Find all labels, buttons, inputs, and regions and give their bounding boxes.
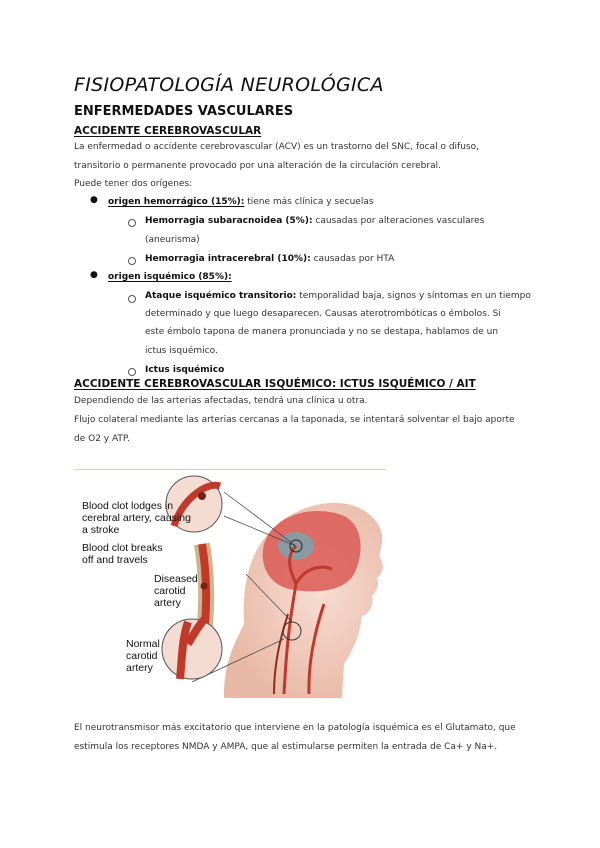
figure-label: Normal <box>126 638 160 650</box>
list-item-text: causadas por alteraciones vasculares <box>312 216 485 226</box>
subheading-ictus: ACCIDENTE CEREBROVASCULAR ISQUÉMICO: ICTUS ISQUÉMICO / AIT <box>74 378 476 390</box>
page-title: FISIOPATOLOGÍA NEUROLÓGICA <box>74 74 384 96</box>
acv-paragraph-line2: transitorio o permanente provocado por una alteración de la circulación cerebral. <box>74 161 441 171</box>
sub-bullet-circle <box>128 368 136 376</box>
subheading-acv: ACCIDENTE CEREBROVASCULAR <box>74 125 262 137</box>
figure-label: Diseased <box>154 573 198 585</box>
divider <box>74 469 386 470</box>
list-item-continuation: determinado y que luego desaparecen. Causas aterotrombóticas o émbolos. Si <box>145 309 501 319</box>
figure-label: carotid <box>154 585 186 597</box>
section-heading: ENFERMEDADES VASCULARES <box>74 104 294 119</box>
figure-label: cerebral artery, causing <box>82 512 191 524</box>
acv-paragraph-line3: Puede tener dos orígenes: <box>74 179 193 189</box>
sub-bullet-circle <box>128 219 136 227</box>
list-item-origen-isquemico <box>108 268 232 287</box>
list-item-hemorragia-subaracnoidea <box>145 212 484 231</box>
ictus-paragraph-line3: de O2 y ATP. <box>74 434 130 444</box>
list-item-label: origen hemorrágico (15%): <box>108 197 245 207</box>
figure-label: carotid <box>126 650 158 662</box>
list-item-label: Ataque isquémico transitorio: <box>145 291 297 301</box>
figure-label: Blood clot lodges in <box>82 500 174 512</box>
sub-bullet-circle <box>128 295 136 303</box>
stroke-illustration <box>74 474 404 698</box>
acv-paragraph-line1: La enfermedad o accidente cerebrovascular (ACV) es un trastorno del SNC, focal o difuso, <box>74 142 479 152</box>
sub-bullet-circle <box>128 257 136 265</box>
figure-label: a stroke <box>82 524 120 536</box>
bullet-dot: ● <box>90 270 98 280</box>
closing-paragraph-line2: estimula los receptores NMDA y AMPA, que al estimularse permiten la entrada de Ca+ y Na+. <box>74 742 498 752</box>
list-item-label: Ictus isquémico <box>145 365 225 375</box>
ictus-paragraph-line2: Flujo colateral mediante las arterias cercanas a la taponada, se intentará solventar el bajo aporte <box>74 415 515 425</box>
closing-paragraph-line1: El neurotransmisor más excitatorio que interviene en la patología isquémica es el Glutamato, que <box>74 723 516 733</box>
list-item-ait <box>145 287 531 306</box>
list-item-text: causadas por HTA <box>310 254 395 264</box>
list-item-origen-hemorragico <box>108 193 374 212</box>
list-item-label: Hemorragia intracerebral (10%): <box>145 254 311 264</box>
figure-label: artery <box>154 597 181 609</box>
figure-label: artery <box>126 662 153 674</box>
bullet-dot: ● <box>90 195 98 205</box>
list-item-ictus-isquemico <box>145 361 224 380</box>
figure-label: Blood clot breaks <box>82 542 163 554</box>
list-item-continuation: (aneurisma) <box>145 235 200 245</box>
list-item-hemorragia-intracerebral <box>145 250 394 269</box>
list-item-continuation: ictus isquémico. <box>145 346 218 356</box>
list-item-text: temporalidad baja, signos y síntomas en un tiempo <box>296 291 531 301</box>
list-item-label: Hemorragia subaracnoidea (5%): <box>145 216 313 226</box>
list-item-label: origen isquémico (85%): <box>108 272 232 282</box>
list-item-text: tiene más clínica y secuelas <box>244 197 374 207</box>
ictus-paragraph-line1: Dependiendo de las arterias afectadas, tendrá una clínica u otra. <box>74 396 368 406</box>
inset-circle-normal <box>162 619 222 679</box>
list-item-continuation: este émbolo tapona de manera pronunciada y no se destapa, hablamos de un <box>145 327 499 337</box>
figure-label: off and travels <box>82 554 148 566</box>
